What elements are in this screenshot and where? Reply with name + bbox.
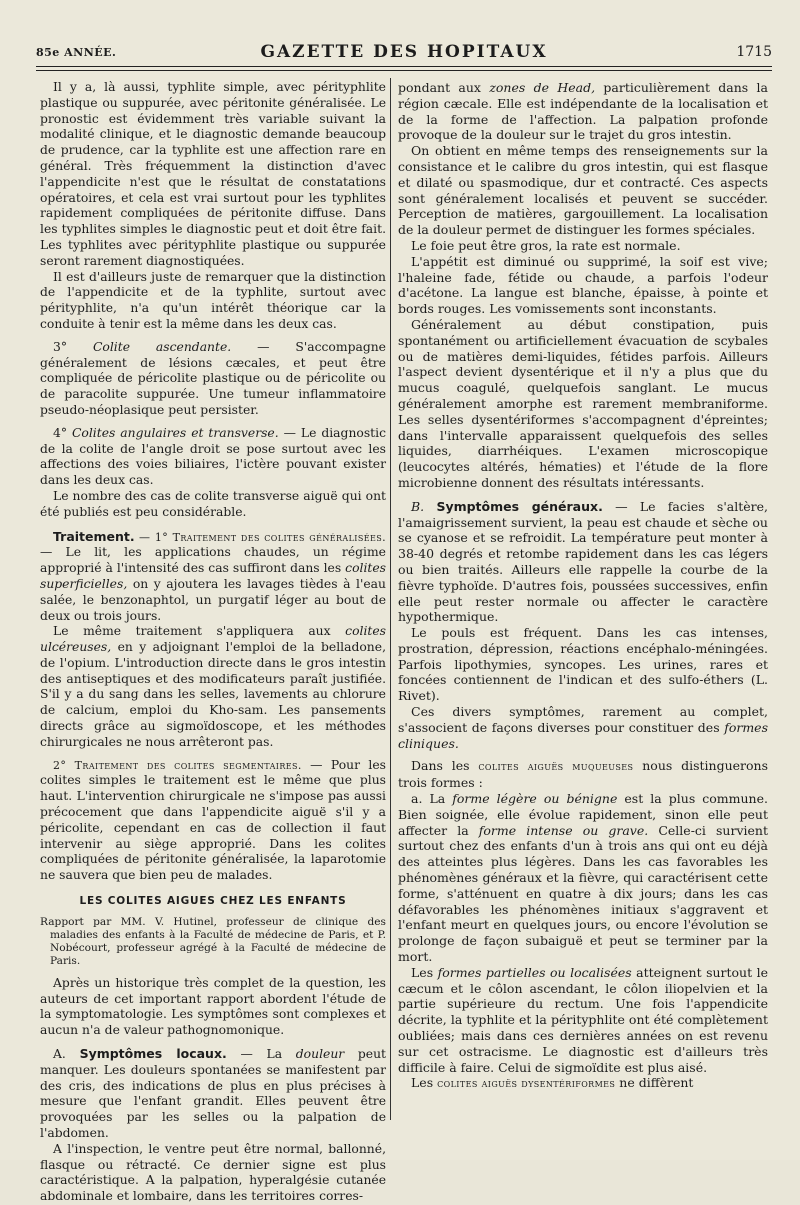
item-text: Ces divers symptômes, rarement au complet, s'associent de façons diverses pour constituer des <box>398 704 768 735</box>
paragraph: Le pouls est fréquent. Dans les cas intenses, prostration, dépression, réactions encéphalo-méningées. Parfois lipothymies, syncopes. Les urines, rares et foncées contiennent de l'indican et des sulfo-éthers (L. Rivet). <box>398 625 768 704</box>
page-number: 1715 <box>736 44 772 60</box>
item-text: atteignent surtout le cæcum et le côlon ascendant, le côlon iliopelvien et la partie supérieure du rectum. Une fois l'appendicite décrite, la typhlite et la pérityphlite ont été complètement oubliées; mais dans ces dernières années on est revenu sur cet ostracisme. Le diagnostic est d'ailleurs très difficile à faire. Celui de sigmoïdite est plus aisé. <box>398 964 769 1075</box>
item-text: — Le diagnostic de la colite de l'angle droit se pose surtout avec les affections des voies biliaires, l'ictère pouvant exister dans les deux cas. <box>40 425 386 488</box>
paragraph: L'appétit est diminué ou supprimé, la soif est vive; l'haleine fade, fétide ou chaude, a parfois l'odeur d'acétone. La langue est blanche, épaisse, à pointe et bords rouges. Les vomissements sont inconstants. <box>398 253 768 317</box>
column-divider <box>390 78 391 1120</box>
item-text: est la plus commune. Bien soignée, elle évolue rapidement, sinon elle peut affecter la <box>398 791 768 838</box>
paragraph: Après un historique très complet de la question, les auteurs de cet important rapport abordent l'étude de la symptomatologie. Les symptômes sont complexes et aucun n'a de valeur pathognomonique. <box>40 975 386 1038</box>
paragraph <box>40 529 386 625</box>
paragraph: A l'inspection, le ventre peut être normal, ballonné, flasque ou rétracté. Ce dernier signe est plus caractéristique. A la palpation, hyperalgésie cutanée abdominale et lombaire, dans les territoires corres- <box>40 1141 386 1204</box>
item-text: Le même traitement s'appliquera aux <box>53 624 346 639</box>
paragraph <box>398 499 768 625</box>
item-text: — Pour les colites simples le traitement est le même que plus haut. L'intervention chirurgicale ne s'impose pas aussi précocement que dans l'appendicite aiguë s'il y a péricolite, cependant en cas de collection il faut intervenir au siège approprié. Dans les colites compliquées de péritonite généralisée, la laparotomie ne sauvera que bien peu de malades. <box>40 757 386 883</box>
paragraph <box>398 965 768 1076</box>
item-text: en y adjoignant l'emploi de la belladone, de l'opium. L'introduction directe dans le gros intestin des antiseptiques et des modificateurs paraît justifiée. S'il y a du sang dans les selles, lavements au chlorure de calcium, emploi du Kho-sam. Les pansements directs grâce au sigmoïdoscope, et les méthodes chirurgicales ne nous arrêteront pas. <box>40 640 386 749</box>
paragraph <box>40 758 386 884</box>
item-text: nous distinguerons trois formes : <box>398 758 768 791</box>
item-title: Colites angulaires et transverse. <box>71 425 279 440</box>
page-header <box>36 42 772 64</box>
item-text: peut manquer. Les douleurs spontanées se manifestent par des cris, des indications de plus en plus précises à mesure que l'enfant grandit. Elles peuvent être provoquées par les selles ou la palpation de l'abdomen. <box>40 1047 386 1141</box>
journal-title: GAZETTE DES HOPITAUX <box>260 42 548 62</box>
paragraph: Il y a, là aussi, typhlite simple, avec pérityphlite plastique ou suppurée, avec péritonite généralisée. Le pronostic est évidemment très variable suivant la modalité clinique, et le diagnostic demande beaucoup de prudence, car la typhlite est une affection rare en général. Très fréquemment la distinction d'avec l'appendicite n'est que le résultat de constatations opératoires, et cela est vrai surtout pour les typhlites rapidement compliquées de péritonite diffuse. Dans les typhlites simples le diagnostic peut et doit être fait. Les typhlites avec pérityphlite plastique ou suppurée seront rarement diagnostiquées. <box>40 80 386 268</box>
paragraph: On obtient en même temps des renseignements sur la consistance et le calibre du gros intestin, qui est flasque et dilaté ou spasmodique, dur et contracté. Ces aspects sont généralement localisés et peuvent se succéder. Perception de matières, gargouillement. La localisation de la douleur permet de distinguer les formes spéciales. <box>398 143 768 238</box>
section-heading: Symptômes locaux. <box>79 1046 227 1062</box>
header-rule-bottom <box>36 70 772 71</box>
paragraph <box>40 624 386 750</box>
paragraph <box>40 340 386 419</box>
paragraph: Le foie peut être gros, la rate est normale. <box>411 237 681 253</box>
paragraph: Généralement au début constipation, puis spontanément ou artificiellement évacuation de scybales ou de matières demi-liquides, fétides parfois. Ailleurs l'aspect devient dysentérique et il n'y a plus que du mucus coagulé, quelquefois sanglant. Le mucus généralement amorphe est rarement membraniforme. Les selles dysentériformes s'accompagnent d'épreintes; dans l'intervalle apparaissent quelquefois des selles liquides, diarrhéiques. L'examen microscopique (leucocytes altérés, hématies) et l'étude de la flore microbienne donnent des résultats intéressants. <box>398 316 768 490</box>
italic-text: forme intense ou grave. <box>478 822 649 838</box>
subheading: 2° Traitement des colites segmentaires. <box>53 758 302 772</box>
item-number: 4° <box>53 425 68 440</box>
item-text: Les <box>411 964 438 980</box>
item-text: on y ajoutera les lavages tièdes à l'eau salée, le benzonaphtol, un purgatif léger au bout de deux ou trois jours. <box>40 576 386 623</box>
volume-year: 85e ANNÉE. <box>36 46 117 59</box>
paragraph: Il est d'ailleurs juste de remarquer que la distinction de l'appendicite et de la typhlite, surtout avec pérityphlite, n'a qu'un intérêt théorique car la conduite à tenir est la même dans les deux cas. <box>40 269 386 331</box>
item-text: ne diffèrent <box>615 1075 694 1091</box>
italic-text: zones de Head, <box>489 80 596 95</box>
paragraph <box>398 704 768 751</box>
paragraph <box>398 80 768 143</box>
italic-text: colites superficielles, <box>40 561 386 591</box>
paragraph <box>40 1046 386 1142</box>
item-text: Dans les <box>411 758 479 774</box>
report-reference: Rapport par MM. V. Hutinel, professeur de clinique des maladies des enfants à la Faculté de médecine de Paris, et P. Nobécourt, professeur agrégé à la Faculté de médecine de Paris. <box>40 915 386 967</box>
item-text: a. La <box>411 791 453 807</box>
italic-text: forme légère ou bénigne <box>452 791 618 807</box>
small-caps-text: colites aiguës muqueuses <box>478 760 634 774</box>
item-title: Colite ascendante. <box>92 339 232 354</box>
item-text: — La <box>226 1047 296 1062</box>
paragraph <box>398 1075 768 1092</box>
item-text: particulièrement dans la région cæcale. Elle est indépendante de la localisation et de la forme de l'affection. La palpation profonde provoque de la douleur sur le trajet du gros intestin. <box>398 80 768 143</box>
paragraph <box>398 758 768 791</box>
subheading: — 1° Traitement des colites généralisées. <box>134 530 386 544</box>
article-title: LES COLITES AIGUES CHEZ LES ENFANTS <box>79 895 347 908</box>
small-caps-text: colites aiguës dysentériformes <box>437 1077 616 1091</box>
item-number: B. <box>411 498 425 514</box>
item-text: Les <box>411 1075 438 1091</box>
paragraph <box>398 791 768 965</box>
item-text: — S'accompagne généralement de lésions cæcales, et peut être compliquée de péricolite plastique ou de péricolite ou de paracolite suppurée. Une tumeur inflammatoire pseudo-néoplasique peut persister. <box>40 339 386 417</box>
left-column <box>40 80 386 1205</box>
italic-text: formes cliniques. <box>398 719 768 751</box>
paragraph <box>40 426 386 489</box>
italic-text: formes partielles ou localisées <box>437 964 632 980</box>
italic-text: douleur <box>295 1047 345 1062</box>
paragraph: Le nombre des cas de colite transverse aiguë qui ont été publiés est peu considérable. <box>40 488 386 519</box>
header-rule-top <box>36 66 772 67</box>
item-number: A. <box>53 1047 66 1062</box>
section-heading: Symptômes généraux. <box>436 498 603 514</box>
item-text: — Le lit, les applications chaudes, un régime approprié à l'intensité des cas suffiront dans les <box>40 545 386 576</box>
item-text: pondant aux <box>398 80 490 95</box>
item-text: Celle-ci survient surtout chez des enfants d'un à trois ans qui ont eu déjà des atteintes plus légères. Dans les cas favorables les phénomènes généraux et la fièvre, qui caractérisent cette forme, s'atténuent en quatre à dix jours; dans les cas défavorables les phénomènes initiaux s'aggravent et l'enfant meurt en quelques jours, ou encore l'évolution se prolonge de façon subaiguë et peut se terminer par la mort. <box>398 822 768 965</box>
section-heading: Traitement. <box>53 528 135 544</box>
italic-text: colites ulcéreuses, <box>40 624 386 655</box>
right-column <box>398 80 768 1092</box>
item-number: 3° <box>53 339 68 354</box>
item-text: — Le facies s'altère, l'amaigrissement survient, la peau est chaude et sèche ou se cyanose et se refroidit. La température peut monter à 38-40 degrés et retombe rapidement dans les cas légers ou bien traités. Ailleurs elle rappelle la courbe de la fièvre typhoïde. D'autres fois, poussées successives, enfin elle peut rester normale ou affecter le caractère hypothermique. <box>398 498 768 625</box>
